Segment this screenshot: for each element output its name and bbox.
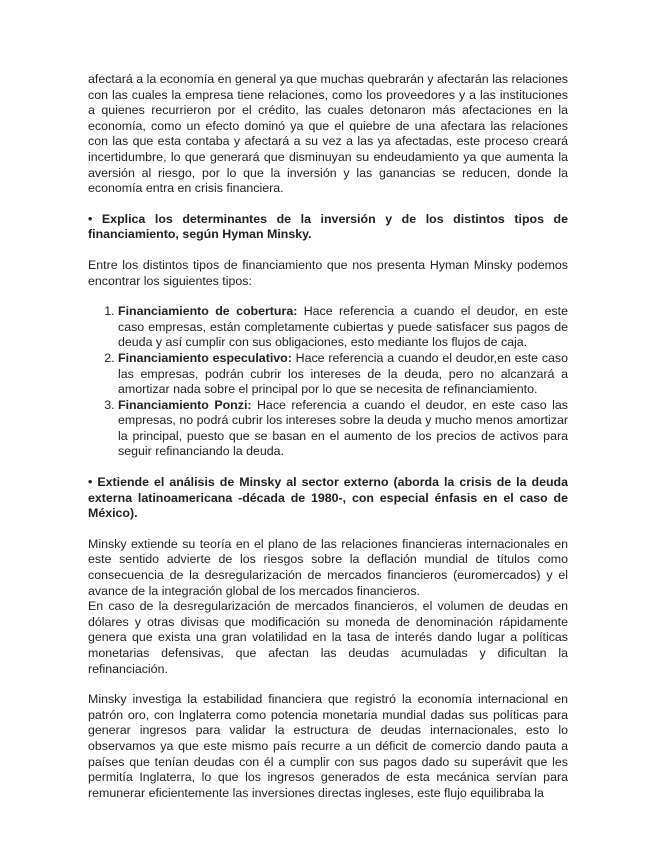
section-heading-external-sector: • Extiende el análisis de Minsky al sector externo (aborda la crisis de la deuda externa latinoamericana -década de 1980-, con especial énfasis en el caso de México).: [88, 475, 568, 521]
list-item-term: Financiamiento especulativo:: [118, 350, 292, 365]
document-page: [88, 72, 568, 801]
list-item-ponzi-financing: [118, 398, 568, 460]
list-item-text: Hace referencia a cuando el deudor,en este caso las empresas, podrán cubrir los intereses de la deuda, pero no alcanzará a amortizar nada sobre el principal por lo que se necesita de refinanciamiento.: [118, 350, 569, 397]
spacer: [88, 460, 568, 475]
spacer: [88, 522, 568, 537]
section-2-paragraph-1: Minsky extiende su teoría en el plano de las relaciones financieras internacionales en este sentido advierte de los riesgos sobre la deflación mundial de títulos como consecuencia de la desregularización de mercados financieros (euromercados) y el avance de la integración global de los mercados financieros.: [88, 536, 568, 598]
spacer: [88, 289, 568, 304]
intro-paragraph: afectará a la economía en general ya que muchas quebrarán y afectarán las relaciones con las cuales la empresa tiene relaciones, como los proveedores y a las instituciones a quienes recurrieron por el crédito, las cuales detonaron más afectaciones en la economía, como un efecto dominó ya que el quiebre de una afectara las relaciones con las que esta contaba y afectará a su vez a las ya afectadas, este proceso creará incertidumbre, lo que generará que disminuyan su endeudamiento ya que aumenta la aversión al riesgo, por lo que la inversión y las ganancias se reducen, donde la economía entra en crisis financiera.: [88, 72, 568, 196]
list-item-speculative-financing: [118, 351, 568, 398]
section-1-intro: Entre los distintos tipos de financiamiento que nos presenta Hyman Minsky podemos encontrar los siguientes tipos:: [88, 257, 568, 288]
financing-types-list: [88, 304, 568, 460]
list-item-hedge-financing: [118, 304, 568, 351]
spacer: [88, 197, 568, 212]
section-2-paragraph-2: En caso de la desregularización de mercados financieros, el volumen de deudas en dólares y otras divisas que modificación su moneda de denominación rápidamente genera que exista una gran volatilidad en la tasa de interés dando lugar a políticas monetarias defensivas, que afectan las deudas acumuladas y dificultan la refinanciación.: [88, 599, 568, 676]
list-item-term: Financiamiento Ponzi:: [118, 397, 252, 412]
list-item-text: Hace referencia a cuando el deudor, en este caso empresas, están completamente cubiertas y puede satisfacer sus pagos de deuda y así cumplir con sus obligaciones, esto mediante los flujos de caja.: [118, 304, 568, 350]
spacer: [88, 677, 568, 692]
spacer: [88, 243, 568, 258]
section-2-paragraph-3: Minsky investiga la estabilidad financiera que registró la economía internacional en patrón oro, con Inglaterra como potencia monetaria mundial dadas sus políticas para generar ingresos para validar la estructura de deudas internacionales, esto lo observamos ya que este mismo país recurre a un déficit de comercio dando pauta a países que tenían deudas con él a cumplir con sus pagos dado su superávit que les permitía Inglaterra, lo que los ingresos generados de esta mecánica servían para remunerar eficientemente las inversiones directas ingleses, este flujo equilibraba la: [88, 692, 568, 800]
list-item-text: Hace referencia a cuando el deudor, en este caso las empresas, no podrá cubrir los intereses sobre la deuda y mucho menos amortizar la principal, puesto que se basan en el aumento de los precios de activos para seguir refinanciando la deuda.: [118, 397, 568, 459]
list-item-term: Financiamiento de cobertura:: [118, 304, 298, 319]
section-heading-financing: • Explica los determinantes de la inversión y de los distintos tipos de financiamiento, según Hyman Minsky.: [88, 211, 568, 242]
